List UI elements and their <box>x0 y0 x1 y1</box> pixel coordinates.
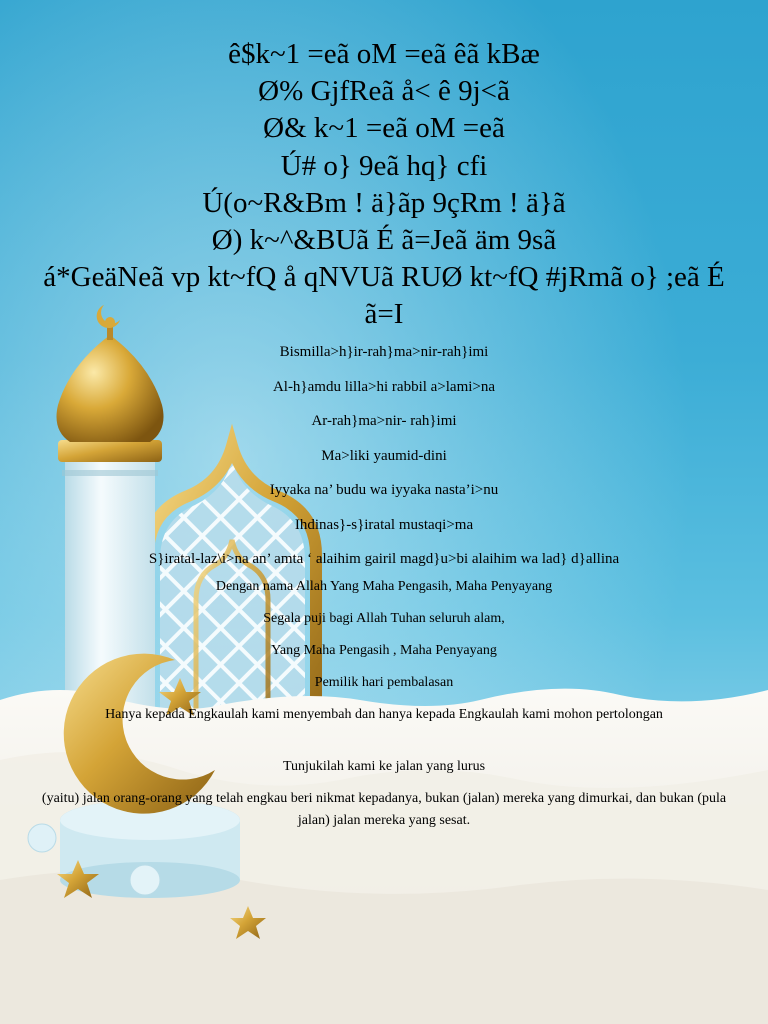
arabic-line: Ø) k~^&BUã É ã=Jeã äm 9sã <box>211 224 557 257</box>
translation-line: Tunjukilah kami ke jalan yang lurus <box>282 759 486 774</box>
transliteration-line: Ar-rah}ma>nir- rah}imi <box>311 413 457 429</box>
translation-block <box>0 576 768 832</box>
translation-line: Dengan nama Allah Yang Maha Pengasih, Maha Penyayang <box>215 579 553 594</box>
transliteration-line: Ihdinas}-s}iratal mustaqi>ma <box>294 516 474 533</box>
transliteration-line: Bismilla>h}ir-rah}ma>nir-rah}imi <box>279 344 489 360</box>
translation-line: Segala puji bagi Allah Tuhan seluruh alam, <box>263 611 505 626</box>
transliteration-block <box>0 340 768 582</box>
translation-line: Pemilik hari pembalasan <box>314 675 454 690</box>
arabic-line: Ø% GjfReã å< ê 9j<ã <box>258 75 510 108</box>
arabic-line: Ú(o~R&Bm ! ä}ãp 9çRm ! ä}ã <box>202 186 566 219</box>
arabic-line: Ø& k~1 =eã oM =eã <box>263 112 505 145</box>
arabic-text-block <box>0 36 768 334</box>
transliteration-line: S}iratal-laz\i>na an’ amta ‘ alaihim gairil magd}u>bi alaihim wa lad} d}allina <box>148 551 620 567</box>
transliteration-line: Ma>liki yaumid-dini <box>321 447 447 464</box>
transliteration-line: Iyyaka na’ budu wa iyyaka nasta’i>nu <box>269 482 499 498</box>
arabic-line: ê$k~1 =eã oM =eã êã kBæ <box>228 38 540 70</box>
transliteration-line: Al-h}amdu lilla>hi rabbil a>lami>na <box>272 378 496 395</box>
arabic-line: Ú# o} 9eã hq} cfi <box>280 149 488 182</box>
translation-line: Hanya kepada Engkaulah kami menyembah dan hanya kepada Engkaulah kami mohon pertolongan <box>105 707 663 722</box>
arabic-line: á*GeäNeã vp kt~fQ å qNVUã RUØ kt~fQ #jRmã o} ;eã É ã=I <box>43 261 725 331</box>
translation-line: (yaitu) jalan orang-orang yang telah engkau beri nikmat kepadanya, bukan (jalan) mereka yang dimurkai, dan bukan (pula jalan) jalan mereka yang sesat. <box>41 791 727 828</box>
translation-line: Yang Maha Pengasih , Maha Penyayang <box>271 643 497 658</box>
